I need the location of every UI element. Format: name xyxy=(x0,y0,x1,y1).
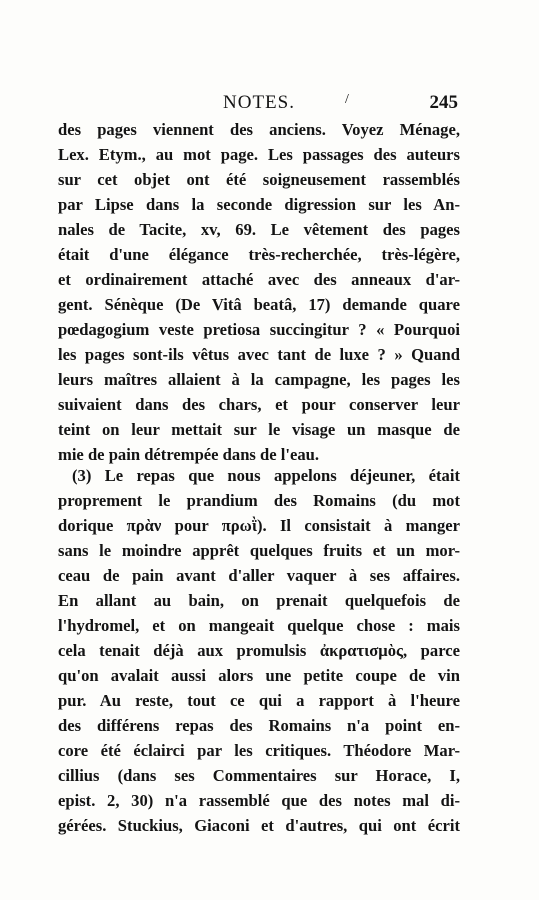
text-line: cela tenait déjà aux promulsis ἀκρατισμὸς, parce xyxy=(58,641,460,660)
running-header xyxy=(60,92,460,118)
text-line: et ordinairement attaché avec des anneaux d'ar- xyxy=(58,270,460,289)
text-line: qu'on avalait aussi alors une petite coupe de vin xyxy=(58,666,460,685)
page-number: 245 xyxy=(429,92,458,113)
text-line: était d'une élégance très-recherchée, très-légère, xyxy=(58,245,460,264)
text-line: les pages sont-ils vêtus avec tant de luxe ? » Quand xyxy=(58,345,460,364)
text-line: leurs maîtres allaient à la campagne, les pages les xyxy=(58,370,460,389)
text-line: proprement le prandium des Romains (du mot xyxy=(58,491,460,510)
text-line: (3) Le repas que nous appelons déjeuner, était xyxy=(72,466,460,485)
text-line: cillius (dans ses Commentaires sur Horace, I, xyxy=(58,766,460,785)
header-mark: / xyxy=(345,92,349,107)
text-line: dorique πρὰν pour πρωῒ). Il consistait à manger xyxy=(58,516,460,535)
text-line: En allant au bain, on prenait quelquefois de xyxy=(58,591,460,610)
text-line: suivaient dans des chars, et pour conserver leur xyxy=(58,395,460,414)
text-line: pur. Au reste, tout ce qui a rapport à l'heure xyxy=(58,691,460,710)
text-line: des différens repas des Romains n'a point en- xyxy=(58,716,460,735)
paragraph-2 xyxy=(58,463,460,838)
header-title: NOTES. xyxy=(223,92,295,113)
text-line: sans le moindre apprêt quelques fruits et un mor- xyxy=(58,541,460,560)
text-line: pœdagogium veste pretiosa succingitur ? « Pourquoi xyxy=(58,320,460,339)
text-line: ceau de pain avant d'aller vaquer à ses affaires. xyxy=(58,566,460,585)
text-line: des pages viennent des anciens. Voyez Ménage, xyxy=(58,120,460,139)
text-line: core été éclairci par les critiques. Théodore Mar- xyxy=(58,741,460,760)
text-line: nales de Tacite, xv, 69. Le vêtement des pages xyxy=(58,220,460,239)
text-line: mie de pain détrempée dans de l'eau. xyxy=(58,445,320,464)
text-line: l'hydromel, et on mangeait quelque chose : mais xyxy=(58,616,460,635)
paragraph-1 xyxy=(58,117,460,467)
text-line: par Lipse dans la seconde digression sur les An- xyxy=(58,195,460,214)
text-line: gérées. Stuckius, Giaconi et d'autres, qui ont écrit xyxy=(58,816,460,835)
text-line: teint on leur mettait sur le visage un masque de xyxy=(58,420,460,439)
text-line: epist. 2, 30) n'a rassemblé que des notes mal di- xyxy=(58,791,460,810)
text-line: gent. Sénèque (De Vitâ beatâ, 17) demande quare xyxy=(58,295,460,314)
text-line: sur cet objet ont été soigneusement rassemblés xyxy=(58,170,460,189)
text-line: Lex. Etym., au mot page. Les passages des auteurs xyxy=(58,145,460,164)
